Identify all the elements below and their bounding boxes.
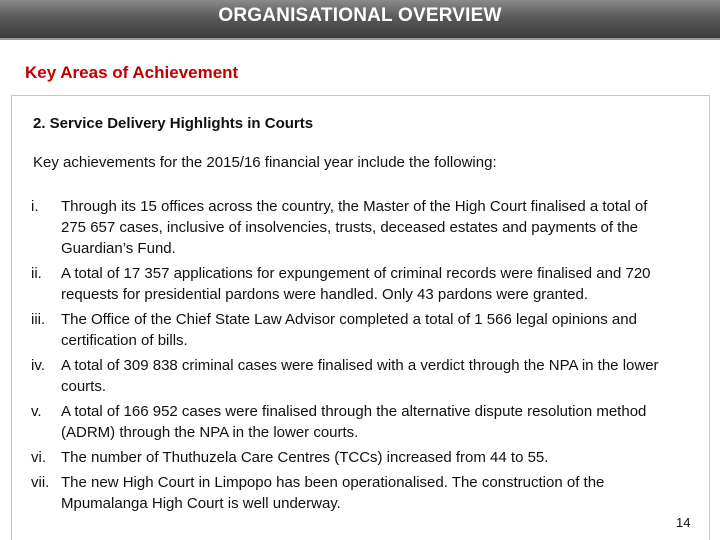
item-number: vi. — [31, 449, 46, 466]
list-item — [31, 355, 671, 397]
item-text: A total of 17 357 applications for expungement of criminal records were finalised and 720 requests for presidential pardons were handled. Only 43 pardons were granted. — [61, 265, 651, 303]
section-subheading: 2. Service Delivery Highlights in Courts — [33, 115, 314, 132]
item-text: The number of Thuthuzela Care Centres (TCCs) increased from 44 to 55. — [61, 449, 549, 466]
header-divider — [0, 38, 720, 40]
item-text: A total of 309 838 criminal cases were finalised with a verdict through the NPA in the lower courts. — [61, 357, 659, 395]
intro-text: Key achievements for the 2015/16 financial year include the following: — [33, 154, 497, 171]
item-text: A total of 166 952 cases were finalised through the alternative dispute resolution method (ADRM) through the NPA in the lower courts. — [61, 403, 647, 441]
list-item — [31, 401, 671, 443]
list-item — [31, 263, 671, 305]
item-text: The Office of the Chief State Law Advisor completed a total of 1 566 legal opinions and certification of bills. — [61, 311, 637, 349]
item-number: i. — [31, 198, 39, 215]
item-number: vii. — [31, 474, 50, 491]
item-number: ii. — [31, 265, 42, 282]
item-number: iii. — [31, 311, 46, 328]
page-number: 14 — [676, 515, 691, 530]
item-text: The new High Court in Limpopo has been operationalised. The construction of the Mpumalanga High Court is well underway. — [61, 474, 605, 512]
item-text: Through its 15 offices across the country, the Master of the High Court finalised a total of 275 657 cases, inclusive of insolvencies, trusts, deceased estates and payments of the Guardian’s Fund. — [61, 198, 648, 257]
header-bar — [0, 0, 720, 38]
achievements-list — [31, 196, 671, 518]
list-item — [31, 447, 671, 468]
list-item — [31, 472, 671, 514]
page-title: ORGANISATIONAL OVERVIEW — [218, 5, 502, 26]
list-item — [31, 309, 671, 351]
list-item — [31, 196, 671, 259]
item-number: v. — [31, 403, 42, 420]
section-title: Key Areas of Achievement — [25, 63, 239, 82]
item-number: iv. — [31, 357, 45, 374]
